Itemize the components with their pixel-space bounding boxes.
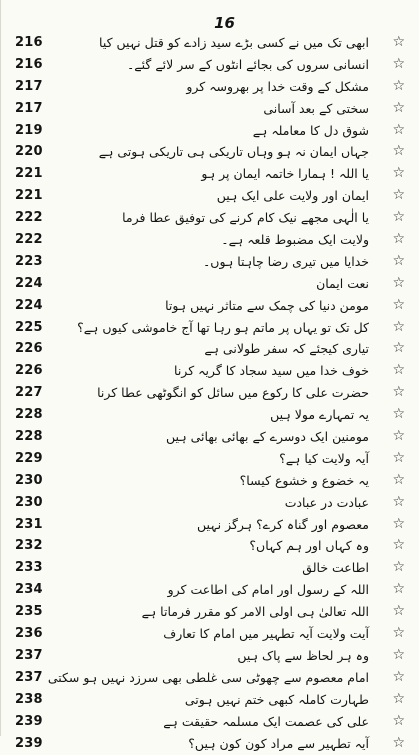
toc-page-number: 223 [15,254,43,269]
star-bullet-icon [392,603,405,619]
toc-entry [1,55,419,77]
star-bullet-icon [392,472,405,488]
toc-title: ابھی تک میں نے کسی بڑے سید زادے کو قتل نہیں کیا [99,34,369,52]
page-number: 16 [1,14,418,32]
toc-page-number: 236 [15,626,43,641]
toc-entry [1,734,419,755]
star-bullet-icon [392,362,405,378]
toc-title: حضرت علی کا رکوع میں سائل کو انگوٹھی عطا کرنا [99,384,369,402]
toc-page-number: 222 [15,232,43,247]
star-bullet-icon [392,253,405,269]
star-bullet-icon [392,100,405,116]
star-bullet-icon [392,209,405,225]
star-bullet-icon [392,406,405,422]
toc-entry [1,558,419,580]
toc-title: ولایت ایک مضبوط قلعہ ہے۔ [221,231,369,249]
toc-title: امام معصوم سے چھوٹی سی غلطی بھی سرزد نہیں ہو سکتی [99,669,369,687]
toc-page-number: 217 [15,101,43,116]
toc-page-number: 234 [15,582,43,597]
star-bullet-icon [392,713,405,729]
toc-title: یا اللہ ! ہمارا خاتمہ ایمان پر ہو [201,165,369,183]
toc-title: خوف خدا میں سید سجاد کا گریہ کرنا [174,362,369,380]
toc-page-number: 226 [15,341,43,356]
toc-page-number: 221 [15,188,43,203]
toc-entry [1,493,419,515]
toc-title: عبادت در عبادت [285,494,369,512]
toc-entry [1,99,419,121]
toc-title: وہ ہر لحاظ سے پاک ہیں [237,647,369,665]
toc-page-number: 216 [15,57,43,72]
star-bullet-icon [392,56,405,72]
toc-page-number: 232 [15,538,43,553]
star-bullet-icon [392,647,405,663]
star-bullet-icon [392,581,405,597]
toc-page-number: 224 [15,276,43,291]
star-bullet-icon [392,625,405,641]
table-of-contents [1,33,419,755]
toc-page-number: 222 [15,210,43,225]
toc-entry [1,186,419,208]
toc-entry [1,77,419,99]
star-bullet-icon [392,494,405,510]
toc-title: شوق دل کا معاملہ ہے [253,122,369,140]
star-bullet-icon [392,691,405,707]
toc-title: نعت ایمان [316,275,369,293]
toc-title: آیہ ولایت کیا ہے؟ [279,450,369,468]
toc-title: مومنین ایک دوسرے کے بھائی بھائی ہیں [166,428,369,446]
toc-page-number: 239 [15,714,43,729]
toc-entry [1,449,419,471]
star-bullet-icon [392,231,405,247]
star-bullet-icon [392,275,405,291]
toc-page-number: 228 [15,407,43,422]
star-bullet-icon [392,516,405,532]
toc-entry [1,164,419,186]
toc-title: تیاری کیجئے کہ سفر طولانی ہے [204,340,369,358]
toc-title: طہارت کاملہ کبھی ختم نہیں ہوتی [185,691,369,709]
toc-page-number: 231 [15,517,43,532]
toc-entry [1,230,419,252]
toc-title: آیہ تطہیر سے مراد کون کون ہیں؟ [188,735,369,753]
toc-title: علی کی عصمت ایک مسلمہ حقیقت ہے [163,713,369,731]
toc-entry [1,361,419,383]
star-bullet-icon [392,559,405,575]
toc-entry [1,668,419,690]
toc-title: خدایا میں تیری رضا چاہتا ہوں۔ [203,253,369,271]
star-bullet-icon [392,319,405,335]
toc-entry [1,318,419,340]
toc-title: اطاعت خالق [302,559,369,577]
toc-title: آیت ولایت آیہ تطہیر میں امام کا تعارف [163,625,369,643]
toc-entry [1,252,419,274]
star-bullet-icon [392,450,405,466]
toc-entry [1,33,419,55]
toc-page-number: 238 [15,692,43,707]
toc-page-number: 227 [15,385,43,400]
toc-entry [1,383,419,405]
toc-page-number: 237 [15,648,43,663]
toc-entry [1,580,419,602]
toc-title: اللہ تعالیٰ ہی اولی الامر کو مقرر فرماتا ہے [142,603,369,621]
toc-title: سختی کے بعد آسانی [263,100,369,118]
toc-title: جہاں ایمان نہ ہو وہاں تاریکی ہی تاریکی ہوتی ہے [99,143,369,161]
star-bullet-icon [392,122,405,138]
star-bullet-icon [392,297,405,313]
toc-entry [1,536,419,558]
toc-page-number: 220 [15,144,43,159]
toc-page-number: 230 [15,473,43,488]
toc-title: یہ تمہارے مولا ہیں [270,406,369,424]
toc-page-number: 237 [15,670,43,685]
toc-entry [1,274,419,296]
toc-entry [1,405,419,427]
toc-page-number: 239 [15,736,43,751]
toc-page-number: 225 [15,320,43,335]
toc-entry [1,121,419,143]
star-bullet-icon [392,340,405,356]
toc-entry [1,602,419,624]
toc-page-number: 217 [15,79,43,94]
toc-entry [1,208,419,230]
toc-title: یا الٰہی مجھے نیک کام کرنے کی توفیق عطا فرما [122,209,369,227]
star-bullet-icon [392,34,405,50]
toc-entry [1,624,419,646]
toc-page-number: 221 [15,166,43,181]
star-bullet-icon [392,165,405,181]
toc-title: معصوم اور گناہ کرے؟ ہرگز نہیں [197,516,369,534]
toc-entry [1,142,419,164]
toc-title: مومن دنیا کی چمک سے متاثر نہیں ہوتا [165,297,369,315]
toc-entry [1,427,419,449]
star-bullet-icon [392,735,405,751]
toc-entry [1,515,419,537]
toc-page-number: 233 [15,560,43,575]
toc-title: یہ خضوع و خشوع کیسا؟ [240,472,369,490]
star-bullet-icon [392,384,405,400]
toc-entry [1,339,419,361]
toc-page-number: 235 [15,604,43,619]
toc-title: انسانی سروں کی بجائے انٹوں کے سر لائے گئے۔ [127,56,369,74]
toc-title: مشکل کے وقت خدا پر بھروسہ کرو [186,78,369,96]
toc-title: کل تک تو یہاں پر ماتم ہو رہا تھا آج خاموشی کیوں ہے؟ [99,319,369,337]
star-bullet-icon [392,143,405,159]
toc-page-number: 216 [15,35,43,50]
toc-entry [1,471,419,493]
star-bullet-icon [392,537,405,553]
toc-entry [1,646,419,668]
toc-title: وہ کہاں اور ہم کہاں؟ [249,537,369,555]
toc-page-number: 229 [15,451,43,466]
toc-entry [1,296,419,318]
toc-title: ایمان اور ولایت علی ایک ہیں [217,187,369,205]
toc-page-number: 228 [15,429,43,444]
star-bullet-icon [392,428,405,444]
star-bullet-icon [392,669,405,685]
toc-entry [1,690,419,712]
star-bullet-icon [392,78,405,94]
toc-page-number: 219 [15,123,43,138]
toc-page-number: 224 [15,298,43,313]
toc-entry [1,712,419,734]
toc-page-number: 230 [15,495,43,510]
toc-page-number: 226 [15,363,43,378]
toc-title: اللہ کے رسول اور امام کی اطاعت کرو [168,581,369,599]
star-bullet-icon [392,187,405,203]
